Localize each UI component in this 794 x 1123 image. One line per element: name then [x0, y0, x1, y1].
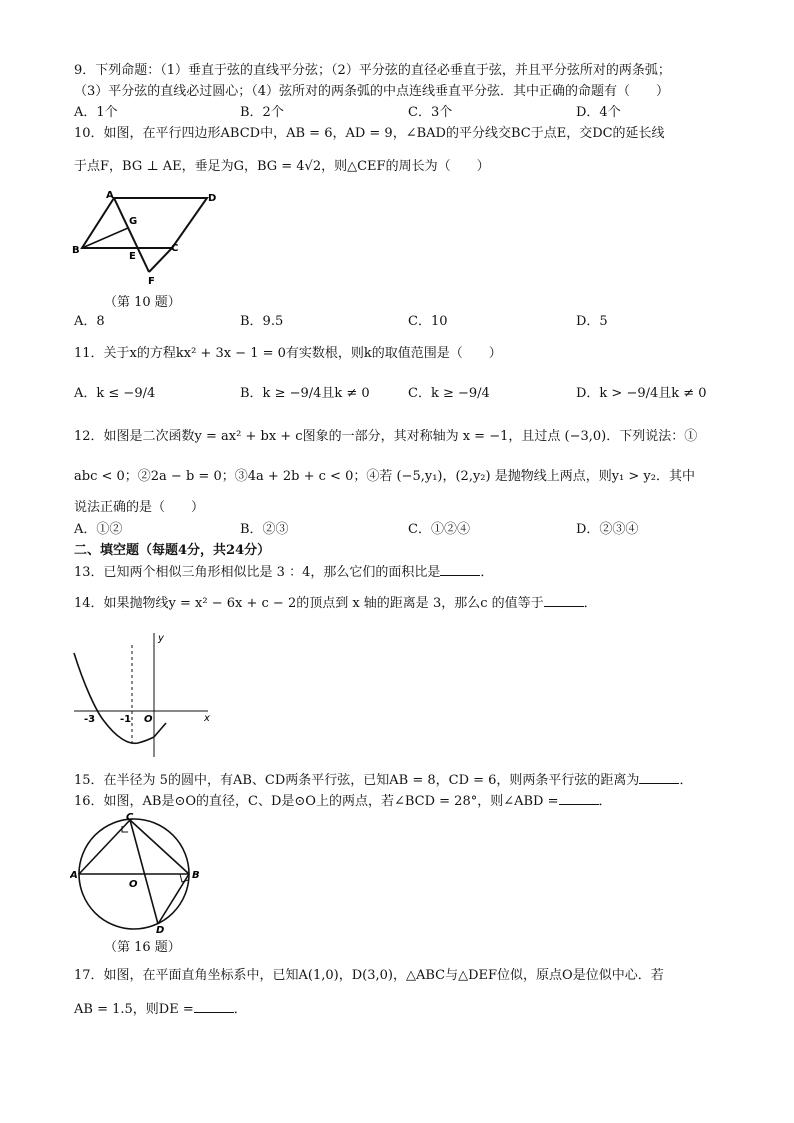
circle-label-o: O — [129, 879, 138, 890]
q11-option-a: A．k ≤ −9/4 — [74, 386, 156, 401]
graph-tick-minus3: -3 — [84, 714, 96, 725]
q14-line: 14．如果抛物线y = x² − 6x + c − 2的顶点到 x 轴的距离是 3，那么c 的值等于 ． — [74, 596, 597, 611]
q14-text: 14．如果抛物线y = x² − 6x + c − 2的顶点到 x 轴的距离是 3，那么c 的值等于 — [74, 596, 544, 611]
q9-line1: 9．下列命题：（1）垂直于弦的直线平分弦；（2）平分弦的直径必垂直于弦，并且平分弦所对的两条弧； — [74, 63, 671, 78]
parabola-graph — [70, 625, 220, 765]
parallelogram-figure — [72, 190, 222, 290]
q15-line: 15．在半径为 5的圆中，有AB、CD两条平行弦，已知AB = 8，CD = 6，则两条平行弦的距离为 ． — [74, 773, 693, 788]
circle-label-c: C — [126, 812, 134, 823]
label-a: A — [106, 190, 114, 201]
q9-option-c: C．3个 — [408, 105, 453, 120]
q12-option-c: C．①②④ — [408, 522, 470, 537]
section-2-heading: 二、填空题（每题4分，共24分） — [74, 543, 271, 558]
circle-figure — [70, 812, 210, 934]
q12-line3: 说法正确的是（ ） — [74, 500, 205, 515]
q10-option-b: B．9.5 — [240, 314, 284, 329]
q10-option-c: C．10 — [408, 314, 448, 329]
q12-line2: abc < 0；②2a − b = 0；③4a + 2b + c < 0；④若 (−5,y₁)，(2,y₂) 是抛物线上两点，则y₁ > y₂．其中 — [74, 469, 695, 484]
graph-x-label: x — [204, 713, 210, 724]
q16-answer-blank[interactable] — [559, 792, 599, 805]
q9-option-a: A．1个 — [74, 105, 118, 120]
q17-line1: 17．如图，在平面直角坐标系中，已知A(1,0)，D(3,0)，△ABC与△DEF位似，原点O是位似中心．若 — [74, 968, 664, 983]
graph-origin-label: O — [144, 714, 153, 725]
q10-caption: （第 10 题） — [104, 295, 181, 310]
q11-option-c: C．k ≥ −9/4 — [408, 386, 490, 401]
label-g: G — [129, 216, 138, 227]
q12-option-a: A．①② — [74, 522, 123, 537]
q10-option-a: A．8 — [74, 314, 105, 329]
q17-line2: AB = 1.5，则DE = — [74, 1002, 194, 1017]
q12-option-b: B．②③ — [240, 522, 289, 537]
graph-y-label: y — [158, 633, 164, 644]
q11-option-d: D．k > −9/4且k ≠ 0 — [576, 386, 707, 401]
q9-option-d: D．4个 — [576, 105, 621, 120]
q11-line1: 11．关于x的方程kx² + 3x − 1 = 0有实数根，则k的取值范围是（ ） — [74, 346, 502, 361]
label-f: F — [148, 276, 155, 287]
q15-text: 15．在半径为 5的圆中，有AB、CD两条平行弦，已知AB = 8，CD = 6，则两条平行弦的距离为 — [74, 773, 640, 788]
q10-option-d: D．5 — [576, 314, 608, 329]
circle-label-d: D — [156, 925, 165, 934]
q17-line2-wrap: AB = 1.5，则DE = ． — [74, 1002, 247, 1017]
label-e: E — [129, 251, 136, 262]
q9-line2: （3）平分弦的直线必过圆心；（4）弦所对的两条弧的中点连线垂直平分弦．其中正确的命题有（ ） — [74, 84, 670, 99]
label-b: B — [72, 245, 80, 256]
q10-line2: 于点F，BG ⊥ AE，垂足为G，BG = 4√2，则△CEF的周长为（ ） — [74, 159, 490, 174]
q12-option-d: D．②③④ — [576, 522, 639, 537]
q14-answer-blank[interactable] — [544, 594, 584, 607]
q13-text: 13．已知两个相似三角形相似比是 3 ：4，那么它们的面积比是 — [74, 565, 441, 580]
q16-line: 16．如图，AB是⊙O的直径，C、D是⊙O上的两点，若∠BCD = 28°，则∠ABD = ． — [74, 794, 612, 809]
graph-tick-minus1: -1 — [120, 714, 132, 725]
q10-line1: 10．如图，在平行四边形ABCD中，AB = 6，AD = 9，∠BAD的平分线交BC于点E，交DC的延长线 — [74, 126, 665, 141]
q17-answer-blank[interactable] — [194, 1000, 234, 1013]
q16-caption: （第 16 题） — [104, 940, 181, 955]
q11-option-b: B．k ≥ −9/4且k ≠ 0 — [240, 386, 370, 401]
q12-line1: 12．如图是二次函数y = ax² + bx + c图象的一部分，其对称轴为 x = −1，且过点 (−3,0)．下列说法：① — [74, 429, 698, 444]
label-d: D — [208, 193, 217, 204]
q15-answer-blank[interactable] — [639, 771, 679, 784]
q16-text: 16．如图，AB是⊙O的直径，C、D是⊙O上的两点，若∠BCD = 28°，则∠ABD = — [74, 794, 559, 809]
q9-option-b: B．2个 — [240, 105, 284, 120]
circle-label-a: A — [70, 870, 78, 881]
label-c: C — [171, 243, 179, 254]
q13-line: 13．已知两个相似三角形相似比是 3 ：4，那么它们的面积比是 ． — [74, 565, 494, 580]
q13-answer-blank[interactable] — [440, 563, 480, 576]
circle-label-b: B — [192, 870, 200, 881]
